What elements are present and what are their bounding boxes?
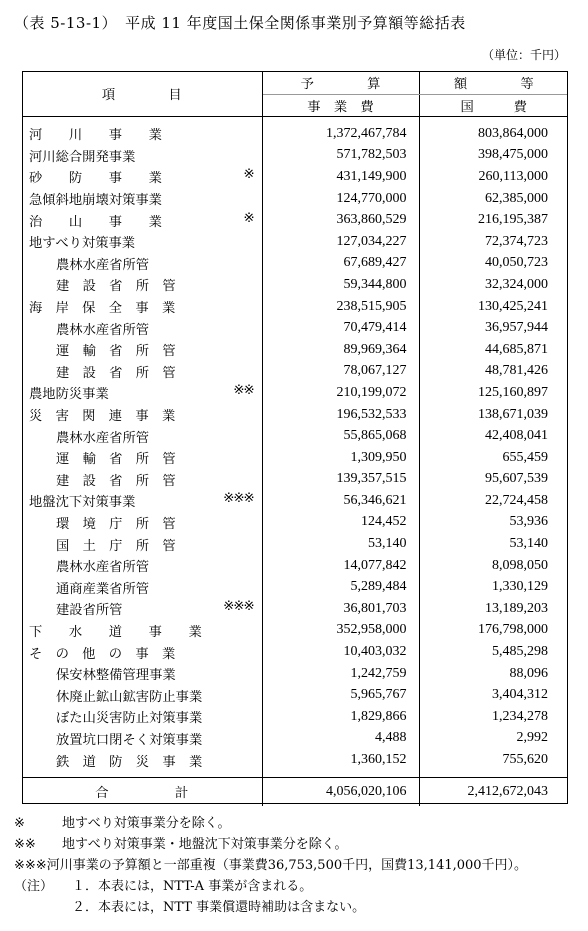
row-project-cost: 124,452 bbox=[262, 512, 419, 534]
row-project-cost: 139,357,515 bbox=[262, 469, 419, 491]
footnote-mark: ※※※ bbox=[14, 858, 47, 873]
row-name-cell bbox=[22, 447, 262, 469]
table-title: （表 5-13-1） 平成 11 年度国土保全関係事業別予算額等総括表 bbox=[14, 14, 466, 32]
row-name: 通商産業省所管 bbox=[56, 581, 150, 597]
total-national: 2,412,672,043 bbox=[419, 777, 568, 806]
table-row bbox=[22, 576, 568, 598]
table-row bbox=[22, 749, 568, 777]
table-row bbox=[22, 382, 568, 404]
row-project-cost: 5,289,484 bbox=[262, 576, 419, 598]
row-project-cost: 127,034,227 bbox=[262, 231, 419, 253]
row-national-cost: 72,374,723 bbox=[485, 233, 548, 249]
footnote-text: 地すべり対策事業・地盤沈下対策事業分を除く。 bbox=[62, 837, 348, 852]
row-project-cost: 14,077,842 bbox=[262, 555, 419, 577]
row-project-cost: 571,782,503 bbox=[262, 145, 419, 167]
row-national-cost: 755,620 bbox=[502, 752, 548, 768]
row-name: 地すべり対策事業 bbox=[29, 236, 136, 252]
footnote-mark: ※ bbox=[14, 816, 25, 831]
row-name-cell bbox=[22, 533, 262, 555]
footnote bbox=[14, 897, 527, 918]
table-row bbox=[22, 231, 568, 253]
row-name-cell bbox=[22, 749, 262, 777]
row-national-cost: 13,189,203 bbox=[485, 600, 548, 616]
footnote-mark: （注） bbox=[14, 879, 54, 894]
row-name-cell bbox=[22, 641, 262, 663]
footnote-text: ２．本表には，NTT 事業償還時補助は含まない。 bbox=[72, 900, 366, 915]
row-name-cell bbox=[22, 274, 262, 296]
table-row bbox=[22, 361, 568, 383]
footnote-text: 河川事業の予算額と一部重複（事業費36,753,500千円，国費13,141,000千円）。 bbox=[46, 858, 528, 873]
row-name: 砂 防 事 業 bbox=[29, 171, 162, 187]
table-row bbox=[22, 317, 568, 339]
header-item: 項 目 bbox=[22, 71, 262, 117]
row-name: 急傾斜地崩壊対策事業 bbox=[29, 193, 162, 209]
unit-label: （単位：千円） bbox=[481, 48, 566, 62]
row-national-cost: 655,459 bbox=[502, 449, 548, 465]
row-name-cell bbox=[22, 253, 262, 275]
row-name: 農林水産省所管 bbox=[56, 257, 150, 273]
row-name-cell bbox=[22, 512, 262, 534]
row-national-cost: 62,385,000 bbox=[485, 190, 548, 206]
row-name-cell bbox=[22, 706, 262, 728]
row-name-cell bbox=[22, 166, 262, 188]
row-name: 地盤沈下対策事業 bbox=[29, 495, 136, 511]
row-project-cost: 36,801,703 bbox=[262, 598, 419, 620]
table-row bbox=[22, 533, 568, 555]
row-name: そ の 他 の 事 業 bbox=[29, 646, 176, 662]
row-national-cost: 8,098,050 bbox=[492, 557, 548, 573]
table-row bbox=[22, 490, 568, 512]
row-name: 建 設 省 所 管 bbox=[56, 365, 176, 381]
row-name-cell bbox=[22, 231, 262, 253]
row-name-cell bbox=[22, 663, 262, 685]
row-name-cell bbox=[22, 188, 262, 210]
table-row bbox=[22, 117, 568, 145]
row-national-cost: 88,096 bbox=[509, 665, 548, 681]
table-row bbox=[22, 663, 568, 685]
table-row bbox=[22, 684, 568, 706]
row-national-cost: 48,781,426 bbox=[485, 363, 548, 379]
row-name-cell bbox=[22, 317, 262, 339]
row-name-cell bbox=[22, 490, 262, 512]
row-name: 河川総合開発事業 bbox=[29, 149, 136, 165]
row-project-cost: 55,865,068 bbox=[262, 425, 419, 447]
row-project-cost: 56,346,621 bbox=[262, 490, 419, 512]
row-project-cost: 363,860,529 bbox=[262, 209, 419, 231]
row-national-cost: 176,798,000 bbox=[478, 622, 548, 638]
table-row bbox=[22, 641, 568, 663]
footnote bbox=[14, 876, 527, 897]
budget-table bbox=[22, 71, 568, 806]
footnote bbox=[14, 855, 527, 876]
footnote bbox=[14, 813, 527, 834]
row-mark: ※※※ bbox=[223, 599, 254, 615]
row-national-cost: 22,724,458 bbox=[485, 492, 548, 508]
table-row bbox=[22, 209, 568, 231]
total-row bbox=[22, 777, 568, 806]
row-name-cell bbox=[22, 598, 262, 620]
table-row bbox=[22, 512, 568, 534]
row-project-cost: 53,140 bbox=[262, 533, 419, 555]
table-row bbox=[22, 188, 568, 210]
row-name: 河 川 事 業 bbox=[29, 128, 162, 144]
row-name: 海 岸 保 全 事 業 bbox=[29, 301, 176, 317]
row-name: ぼた山災害防止対策事業 bbox=[56, 711, 203, 727]
row-name-cell bbox=[22, 382, 262, 404]
row-project-cost: 5,965,767 bbox=[262, 684, 419, 706]
row-project-cost: 4,488 bbox=[262, 728, 419, 750]
row-national-cost: 2,992 bbox=[516, 730, 548, 746]
row-name-cell bbox=[22, 404, 262, 426]
row-national-cost: 1,234,278 bbox=[492, 708, 548, 724]
row-project-cost: 238,515,905 bbox=[262, 296, 419, 318]
row-national-cost: 1,330,129 bbox=[492, 579, 548, 595]
table-row bbox=[22, 598, 568, 620]
table-row bbox=[22, 447, 568, 469]
table-row bbox=[22, 274, 568, 296]
total-label: 合 計 bbox=[22, 777, 262, 806]
table-row bbox=[22, 339, 568, 361]
table-row bbox=[22, 469, 568, 491]
row-national-cost: 32,324,000 bbox=[485, 276, 548, 292]
row-national-cost: 398,475,000 bbox=[478, 147, 548, 163]
row-name: 農林水産省所管 bbox=[56, 430, 150, 446]
row-name: 休廃止鉱山鉱害防止事業 bbox=[56, 689, 203, 705]
row-national-cost: 53,140 bbox=[509, 536, 548, 552]
table-row bbox=[22, 404, 568, 426]
header-amount: 額 等 bbox=[419, 71, 568, 95]
row-national-cost: 3,404,312 bbox=[492, 687, 548, 703]
row-name-cell bbox=[22, 145, 262, 167]
row-national-cost: 138,671,039 bbox=[478, 406, 548, 422]
row-project-cost: 210,199,072 bbox=[262, 382, 419, 404]
table-row bbox=[22, 296, 568, 318]
row-name: 農林水産省所管 bbox=[56, 322, 150, 338]
row-name: 建 設 省 所 管 bbox=[56, 279, 176, 295]
header-national-cost: 国 費 bbox=[419, 95, 568, 117]
row-national-cost: 42,408,041 bbox=[485, 428, 548, 444]
total-project: 4,056,020,106 bbox=[262, 777, 419, 806]
row-national-cost: 44,685,871 bbox=[485, 341, 548, 357]
row-name-cell bbox=[22, 339, 262, 361]
table-row bbox=[22, 253, 568, 275]
row-national-cost: 125,160,897 bbox=[478, 384, 548, 400]
table-row bbox=[22, 706, 568, 728]
row-name-cell bbox=[22, 576, 262, 598]
row-name: 放置坑口閉そく対策事業 bbox=[56, 732, 203, 748]
row-name: 運 輸 省 所 管 bbox=[56, 452, 176, 468]
header-project-cost: 事 業 費 bbox=[262, 95, 419, 117]
footnote-text: １．本表には，NTT-A 事業が含まれる。 bbox=[72, 879, 313, 894]
row-project-cost: 1,829,866 bbox=[262, 706, 419, 728]
footnote-text: 地すべり対策事業分を除く。 bbox=[62, 816, 231, 831]
row-project-cost: 10,403,032 bbox=[262, 641, 419, 663]
row-name-cell bbox=[22, 296, 262, 318]
row-national-cost: 216,195,387 bbox=[478, 212, 548, 228]
row-name: 治 山 事 業 bbox=[29, 214, 162, 230]
row-name: 災 害 関 連 事 業 bbox=[29, 409, 176, 425]
row-name: 国 土 庁 所 管 bbox=[56, 538, 176, 554]
table-row bbox=[22, 620, 568, 642]
row-name-cell bbox=[22, 620, 262, 642]
row-name: 建設省所管 bbox=[56, 603, 123, 619]
row-project-cost: 1,242,759 bbox=[262, 663, 419, 685]
row-mark: ※※ bbox=[233, 383, 254, 399]
row-mark: ※※※ bbox=[223, 491, 254, 507]
row-project-cost: 89,969,364 bbox=[262, 339, 419, 361]
row-name-cell bbox=[22, 555, 262, 577]
row-project-cost: 431,149,900 bbox=[262, 166, 419, 188]
row-national-cost: 53,936 bbox=[509, 514, 548, 530]
row-project-cost: 352,958,000 bbox=[262, 620, 419, 642]
row-national-cost: 5,485,298 bbox=[492, 644, 548, 660]
row-name: 鉄 道 防 災 事 業 bbox=[56, 754, 203, 770]
row-project-cost: 59,344,800 bbox=[262, 274, 419, 296]
row-mark: ※ bbox=[243, 167, 254, 183]
row-project-cost: 196,532,533 bbox=[262, 404, 419, 426]
footnotes bbox=[14, 813, 527, 918]
row-project-cost: 67,689,427 bbox=[262, 253, 419, 275]
table-row bbox=[22, 145, 568, 167]
row-name: 運 輸 省 所 管 bbox=[56, 344, 176, 360]
row-name-cell bbox=[22, 469, 262, 491]
row-national-cost: 130,425,241 bbox=[478, 298, 548, 314]
table-row bbox=[22, 728, 568, 750]
table-row bbox=[22, 166, 568, 188]
row-mark: ※ bbox=[243, 210, 254, 226]
row-project-cost: 1,360,152 bbox=[262, 749, 419, 777]
header-budget: 予 算 bbox=[262, 71, 419, 95]
row-name-cell bbox=[22, 728, 262, 750]
row-national-cost: 260,113,000 bbox=[478, 168, 548, 184]
row-name: 下 水 道 事 業 bbox=[29, 624, 202, 640]
row-name: 農地防災事業 bbox=[29, 387, 109, 403]
table-row bbox=[22, 555, 568, 577]
row-name: 環 境 庁 所 管 bbox=[56, 516, 176, 532]
row-name-cell bbox=[22, 684, 262, 706]
row-national-cost: 40,050,723 bbox=[485, 255, 548, 271]
row-name-cell bbox=[22, 425, 262, 447]
row-project-cost: 70,479,414 bbox=[262, 317, 419, 339]
row-project-cost: 1,309,950 bbox=[262, 447, 419, 469]
row-national-cost: 803,864,000 bbox=[478, 125, 548, 141]
row-project-cost: 78,067,127 bbox=[262, 361, 419, 383]
footnote bbox=[14, 834, 527, 855]
row-name: 建 設 省 所 管 bbox=[56, 473, 176, 489]
row-national-cost: 36,957,944 bbox=[485, 320, 548, 336]
footnote-mark bbox=[14, 897, 72, 918]
table-row bbox=[22, 425, 568, 447]
row-name-cell bbox=[22, 361, 262, 383]
row-project-cost: 124,770,000 bbox=[262, 188, 419, 210]
row-project-cost: 1,372,467,784 bbox=[262, 117, 419, 145]
row-name: 保安林整備管理事業 bbox=[56, 668, 176, 684]
row-name-cell bbox=[22, 209, 262, 231]
row-name: 農林水産省所管 bbox=[56, 560, 150, 576]
footnote-mark: ※※ bbox=[14, 837, 36, 852]
row-national-cost: 95,607,539 bbox=[485, 471, 548, 487]
row-name-cell bbox=[22, 117, 262, 145]
